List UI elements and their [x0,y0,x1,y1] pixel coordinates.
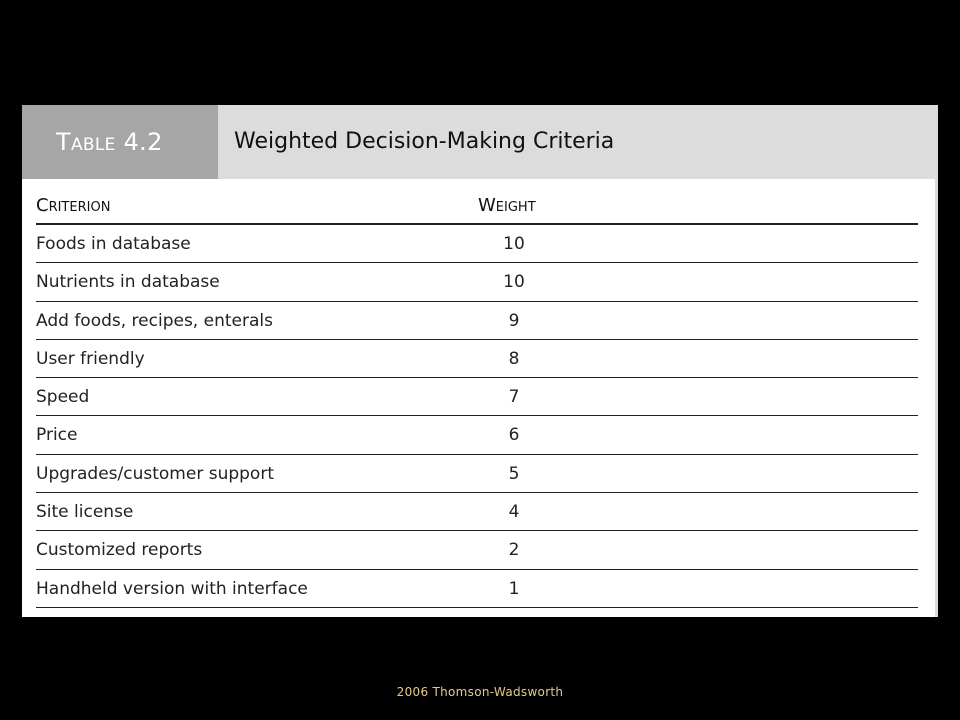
table-row [36,340,918,378]
criterion-cell: Site license [36,502,134,523]
table-row [36,493,918,531]
table-row [36,378,918,416]
table-row [36,570,918,608]
weight-cell: 1 [508,578,520,599]
table-row [36,225,918,263]
criterion-cell: Upgrades/customer support [36,463,274,484]
weight-cell: 10 [503,272,525,293]
copyright-credit: 2006 Thomson-Wadsworth [396,685,564,699]
title-bar [22,105,938,179]
weight-cell: 4 [508,502,520,523]
weight-cell: 7 [508,387,520,408]
table-title: Weighted Decision-Making Criteria [234,129,615,154]
title-divider [22,179,938,185]
criterion-cell: Add foods, recipes, enterals [36,310,273,331]
table-row [36,416,918,454]
criterion-cell: Nutrients in database [36,272,220,293]
weight-cell: 5 [508,463,520,484]
criterion-cell: User friendly [36,348,145,369]
table-row [36,263,918,301]
criterion-cell: Customized reports [36,540,203,561]
weight-cell: 9 [508,310,520,331]
table-panel [22,105,938,617]
criterion-cell: Handheld version with interface [36,578,308,599]
criterion-cell: Price [36,425,78,446]
table-body [36,225,918,608]
weight-cell: 10 [503,234,525,254]
weight-cell: 2 [508,540,520,561]
weight-cell: 6 [508,425,520,446]
table-label: Table 4.2 [22,105,218,179]
column-header-criterion: Criterion [36,195,111,216]
table-row [36,302,918,340]
table-header-row [36,195,918,225]
panel-right-edge [935,179,938,617]
table-row [36,455,918,493]
criterion-cell: Speed [36,387,90,408]
weight-cell: 8 [508,348,520,369]
table-row [36,531,918,569]
column-header-weight: Weight [478,195,536,216]
criterion-cell: Foods in database [36,234,191,254]
